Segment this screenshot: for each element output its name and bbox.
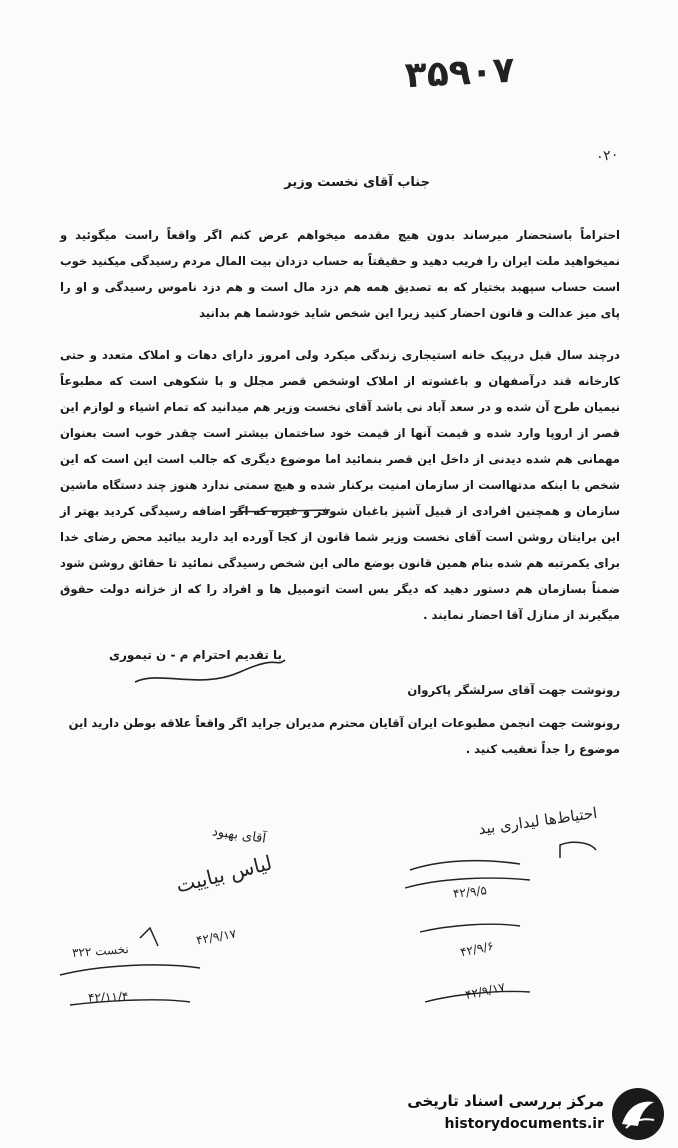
signature-stroke — [140, 928, 158, 946]
handwritten-date: ۴۲/۹/۶ — [458, 938, 495, 960]
date-underline — [420, 924, 520, 932]
date-underline — [410, 861, 520, 870]
margin-note-left: آقای بهبود — [211, 824, 267, 847]
history-documents-logo-icon — [610, 1086, 666, 1142]
salutation: جناب آقای نخست وزیر — [284, 175, 430, 190]
document-number: ۳۵۹۰۷ — [403, 49, 516, 97]
handwritten-reference: نخست ۳۲۲ — [71, 942, 130, 960]
watermark-title: مرکز بررسی اسناد تاریخی — [407, 1092, 604, 1110]
watermark — [408, 1086, 670, 1142]
watermark-url: historydocuments.ir — [444, 1116, 604, 1132]
handwritten-date: ۴۲/۱۱/۴ — [87, 989, 129, 1005]
handwritten-signature: لیاس بیاییت — [173, 850, 275, 898]
cc-line: رونوشت جهت آقای سرلشگر پاکروان — [407, 683, 620, 697]
closing-line: با تقدیم احترام م - ن تیموری — [109, 648, 282, 662]
handwritten-date: ۴۲/۹/۱۷ — [195, 926, 238, 948]
date-underline — [60, 965, 200, 975]
signature-stroke — [560, 842, 596, 858]
handwritten-date: ۴۲/۹/۱۷ — [463, 979, 507, 1003]
corner-mark: ٠٢٠ — [594, 146, 620, 166]
cc-line: رونوشت جهت انجمن مطبوعات ایران آقایان محترم مدیران جراید اگر واقعاً علاقه بوطن دارید این موضوع را جداً تعقیب کنید . — [68, 716, 620, 756]
signature-stroke — [135, 660, 285, 682]
handwritten-date: ۴۲/۹/۵ — [452, 883, 488, 901]
letter-paragraph: درچند سال قبل درپیک خانه استیجاری زندگی میکرد ولی امروز دارای دهات و املاک متعدد و حتی کارخانه قند درآصفهان و باغشوته از املاک اوشخص قصر مجلل و با شکوهی است که مطبوعاً نیمیان طرح آن شده و در سعد آباد نی باشد آقای نخست وزیر هم میدانید که تمام اشیاء و لوازم این قصر از اروپا وارد شده و قیمت آنها از قیمت خود ساختمان بیشتر است چقدر خوب است بعنوان مهمانی هم شده دیدنی از داخل این قصر بنمائید اما موضوع دیگری که جالب است این است که این شخص با اینکه مدتهااست از سازمان امنیت برکنار شده و هیچ سمتی ندارد هنوز چند دستگاه ماشین سازمان و همچنین افرادی از قبیل آشپز باغبان شوفر و غیره که اگر اضافه رسیدگی کردید بهتر از این برایتان روشن است آقای نخست وزیر شما قانون از کجا آورده اید دارید بیائید محض رضای خدا برای یکمرتبه هم شده بنام همین قانون بوضع مالی این شخص رسیدگی نمائید تا حقائق روشن شود ضمناً بسازمان هم دستور دهید که دیگر بس است اتومبیل ها و افراد را که از خزانه دولت حقوق میگیرند از منازل آقا احضار نمایند . — [60, 348, 620, 622]
letter-paragraph: احتراماً باستحضار میرساند بدون هیچ مقدمه میخواهم عرض کنم اگر واقعاً راست میگوئید و نمیخواهید ملت ایران را فریب دهید و حقیقتاً به حساب دزدان بیت المال مردم رسیدگی میکنید خوب است حساب سپهبد بختیار که به تصدیق همه هم دزد مال است و هم دزد ناموس رسیدگی و او را پای میز عدالت و قانون احضار کنید زیرا این شخص شاید خودشما هم بدانید — [60, 228, 620, 320]
margin-note-right: احتیاط‌ها لیداری بید — [477, 803, 599, 839]
